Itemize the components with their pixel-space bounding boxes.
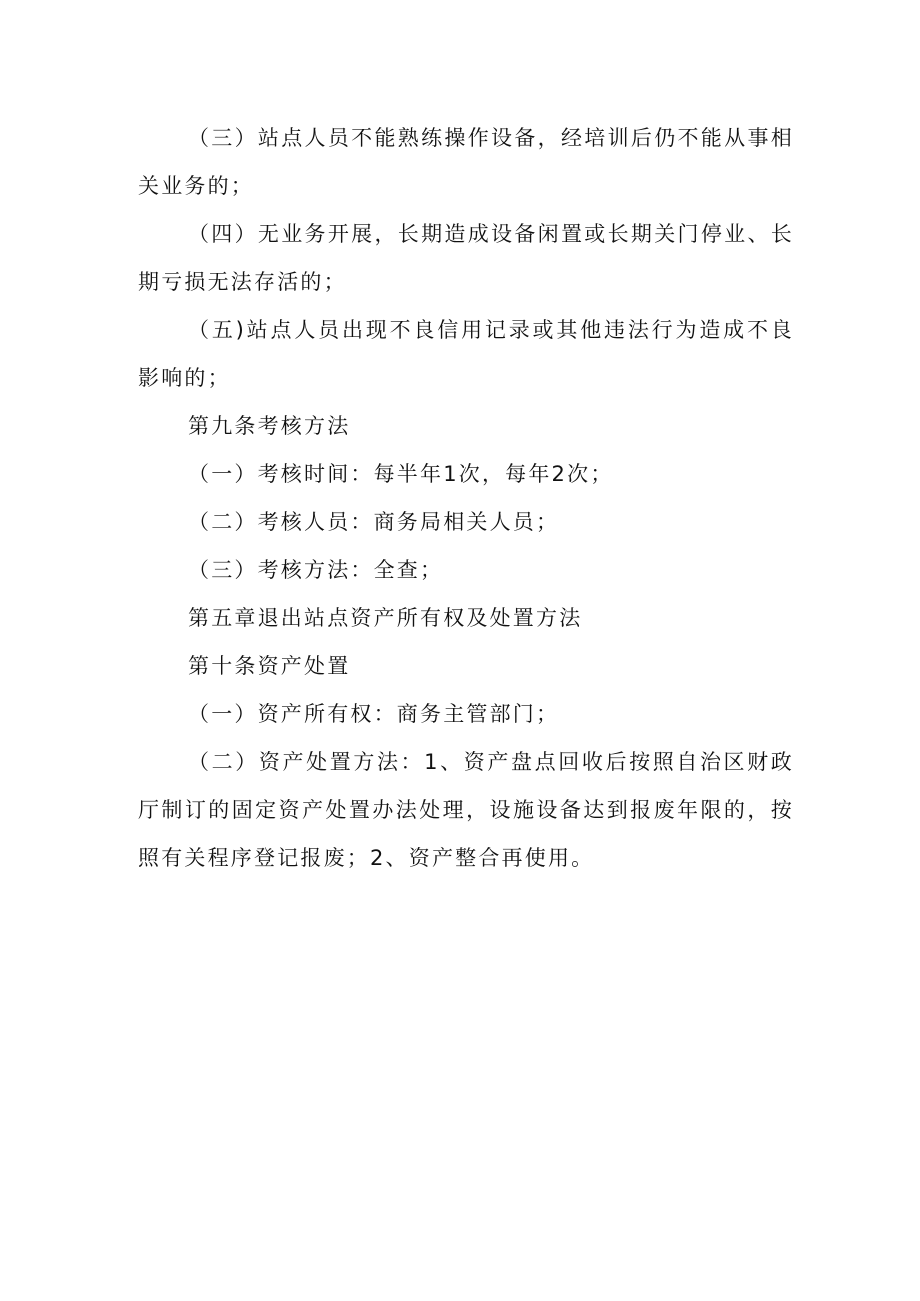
chapter-5-heading: 第五章退出站点资产所有权及处置方法 bbox=[188, 606, 583, 630]
assessment-method: （三）考核方法：全查； bbox=[188, 558, 444, 582]
assessment-personnel: （二）考核人员：商务局相关人员； bbox=[188, 510, 560, 534]
clause-item-5-bad-credit: （五)站点人员出现不良信用记录或其他违法行为造成不良影响的； bbox=[138, 318, 794, 390]
article-9-heading: 第九条考核方法 bbox=[188, 414, 351, 438]
article-10-heading: 第十条资产处置 bbox=[188, 654, 351, 678]
clause-item-4-no-business: （四）无业务开展，长期造成设备闲置或长期关门停业、长期亏损无法存活的； bbox=[138, 222, 794, 294]
asset-disposal-method: （二）资产处置方法：1、资产盘点回收后按照自治区财政厅制订的固定资产处置办法处理，设施设备达到报废年限的，按照有关程序登记报废；2、资产整合再使用。 bbox=[138, 750, 794, 870]
document-body bbox=[138, 114, 794, 882]
clause-item-3-disqualified-skill: （三）站点人员不能熟练操作设备，经培训后仍不能从事相关业务的； bbox=[138, 126, 794, 198]
asset-ownership: （一）资产所有权：商务主管部门； bbox=[188, 702, 560, 726]
assessment-time: （一）考核时间：每半年1次，每年2次； bbox=[188, 462, 614, 486]
